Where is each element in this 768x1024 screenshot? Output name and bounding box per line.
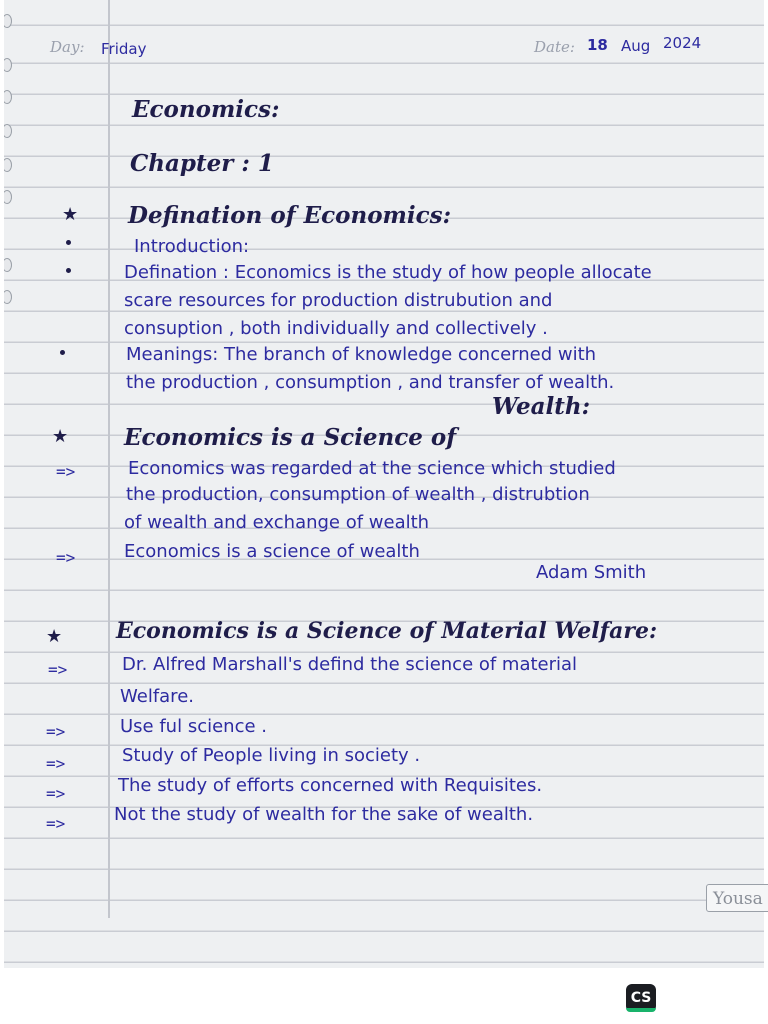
binding-hole: [4, 90, 12, 104]
arrow-bullet-icon: =>: [46, 722, 66, 741]
camscanner-badge-icon: CS: [626, 984, 656, 1012]
list-item: Use ful science .: [120, 716, 267, 737]
list-item: Introduction:: [134, 236, 250, 257]
dot-bullet-icon: [60, 350, 65, 355]
binding-hole: [4, 158, 12, 172]
section-heading-tail: Wealth:: [492, 393, 591, 420]
day-label: Day:: [50, 38, 85, 56]
star-bullet-icon: ★: [52, 426, 69, 447]
star-bullet-icon: ★: [46, 626, 63, 647]
date-month: Aug: [621, 37, 651, 55]
arrow-bullet-icon: =>: [56, 462, 76, 481]
section-heading-definition: Defination of Economics:: [128, 202, 452, 229]
binding-holes: [4, 0, 16, 968]
list-item: Not the study of wealth for the sake of wealth.: [114, 804, 534, 825]
list-item: Welfare.: [120, 686, 194, 707]
binding-hole: [4, 58, 12, 72]
day-value: Friday: [101, 40, 147, 58]
list-item: of wealth and exchange of wealth: [124, 512, 430, 533]
arrow-bullet-icon: =>: [46, 784, 66, 803]
margin-line: [108, 0, 110, 918]
date-day: 18: [587, 36, 608, 54]
star-bullet-icon: ★: [62, 204, 79, 225]
section-heading-welfare: Economics is a Science of Material Welfare:: [116, 618, 658, 644]
list-item: scare resources for production distrubution and: [124, 290, 553, 311]
list-item: the production, consumption of wealth , distrubtion: [126, 484, 590, 505]
page-title: Economics:: [132, 96, 280, 123]
list-item: Defination : Economics is the study of how people allocate: [124, 262, 652, 283]
section-heading-wealth: Economics is a Science of: [124, 424, 457, 451]
dot-bullet-icon: [66, 240, 71, 245]
list-item: Meanings: The branch of knowledge concerned with: [126, 344, 597, 365]
list-item: Economics is a science of wealth: [124, 541, 420, 562]
binding-hole: [4, 258, 12, 272]
list-item: The study of efforts concerned with Requisites.: [118, 775, 543, 796]
binding-hole: [4, 290, 12, 304]
list-item: Study of People living in society .: [122, 745, 421, 766]
arrow-bullet-icon: =>: [56, 548, 76, 567]
list-item: Economics was regarded at the science which studied: [128, 458, 616, 479]
name-stamp: Yousa: [706, 884, 768, 912]
author-attribution: Adam Smith: [536, 562, 647, 583]
dot-bullet-icon: [66, 268, 71, 273]
chapter-heading: Chapter : 1: [130, 150, 274, 177]
arrow-bullet-icon: =>: [48, 660, 68, 679]
list-item: Dr. Alfred Marshall's defind the science of material: [122, 654, 578, 675]
list-item: consuption , both individually and collectively .: [124, 318, 548, 339]
notebook-page: [4, 0, 764, 968]
binding-hole: [4, 14, 12, 28]
date-label: Date:: [534, 38, 575, 56]
arrow-bullet-icon: =>: [46, 814, 66, 833]
binding-hole: [4, 124, 12, 138]
date-year: 2024: [663, 34, 702, 52]
arrow-bullet-icon: =>: [46, 754, 66, 773]
binding-hole: [4, 190, 12, 204]
list-item: the production , consumption , and transfer of wealth.: [126, 372, 615, 393]
